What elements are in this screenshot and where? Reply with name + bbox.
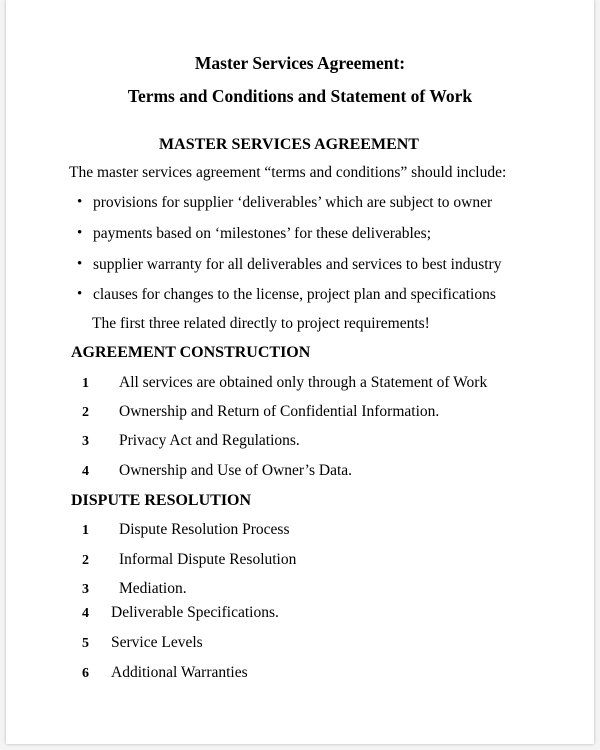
list-item: All services are obtained only through a Statement of Work — [119, 374, 488, 391]
list-item: Privacy Act and Regulations. — [119, 432, 300, 449]
list-item-number: 4 — [82, 464, 89, 479]
section-heading-dispute-resolution: DISPUTE RESOLUTION — [71, 492, 252, 509]
list-item: Additional Warranties — [111, 664, 248, 681]
list-item: Dispute Resolution Process — [119, 521, 290, 538]
list-item: Service Levels — [111, 634, 203, 651]
list-item-number: 6 — [82, 666, 89, 681]
bullet-item: supplier warranty for all deliverables and services to best industry — [93, 256, 502, 273]
list-item-number: 3 — [82, 582, 89, 597]
document-page — [6, 0, 594, 744]
section-heading-master-services: MASTER SERVICES AGREEMENT — [159, 136, 419, 153]
list-item: Informal Dispute Resolution — [119, 551, 297, 568]
section-note: The first three related directly to project requirements! — [92, 315, 430, 332]
list-item-number: 4 — [82, 606, 89, 621]
list-item-number: 3 — [82, 434, 89, 449]
list-item-number: 2 — [82, 405, 89, 420]
list-item-number: 1 — [82, 376, 89, 391]
bullet-icon: • — [77, 286, 83, 302]
section-intro: The master services agreement “terms and conditions” should include: — [69, 164, 507, 181]
list-item: Ownership and Return of Confidential Information. — [119, 403, 440, 420]
list-item-number: 5 — [82, 636, 89, 651]
bullet-item: payments based on ‘milestones’ for these deliverables; — [93, 225, 432, 242]
list-item-number: 1 — [82, 523, 89, 538]
bullet-icon: • — [77, 225, 83, 241]
bullet-icon: • — [77, 194, 83, 210]
list-item: Ownership and Use of Owner’s Data. — [119, 462, 353, 479]
list-item: Deliverable Specifications. — [111, 604, 279, 621]
bullet-icon: • — [77, 256, 83, 272]
document-title-line1: Master Services Agreement: — [194, 53, 406, 73]
list-item-number: 2 — [82, 553, 89, 568]
bullet-item: provisions for supplier ‘deliverables’ which are subject to owner — [93, 194, 493, 211]
document-title-line2: Terms and Conditions and Statement of Work — [127, 86, 473, 106]
section-heading-agreement-construction: AGREEMENT CONSTRUCTION — [71, 344, 311, 361]
list-item: Mediation. — [119, 580, 187, 597]
bullet-item: clauses for changes to the license, project plan and specifications — [93, 286, 496, 303]
